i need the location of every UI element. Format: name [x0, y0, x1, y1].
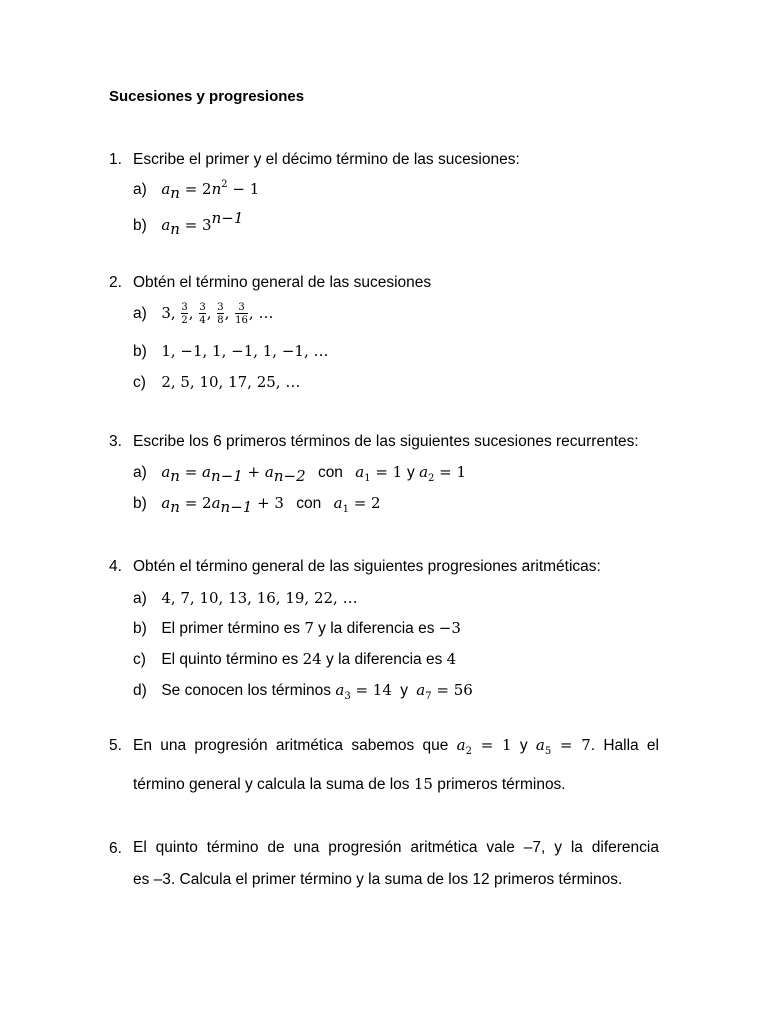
exercise-1-statement: 1. Escribe el primer y el décimo término de las sucesiones: — [109, 151, 520, 168]
document-title: Sucesiones y progresiones — [109, 88, 305, 105]
exercise-6-number: 6. — [109, 840, 122, 857]
exercise-4-item-a: a) 4, 7, 10, 13, 16, 19, 22, … — [133, 589, 358, 607]
exercise-3-item-b: b) $a_n = 2a_{n-1} + 3$ con $a_1 = 2$ — [133, 494, 381, 516]
exercise-6-statement: El quinto término de una progresión aritmética vale –7, y la diferencia es –3. Calcula el primer término y la suma de los 12 primeros términos. — [133, 839, 659, 888]
exercise-4-statement: 4. Obtén el término general de las siguientes progresiones aritméticas: — [109, 558, 601, 575]
exercise-1-item-b: b) $a_n = 3^{n-1}$ — [133, 209, 244, 238]
exercise-1-item-a: a) $a_n = 2n^2 - 1$ — [133, 179, 260, 202]
exercise-4-item-d: d) Se conocen los términos $a_3 = 14$ y $a_7 = 56$ — [133, 681, 473, 702]
exercise-2-item-b: b) 1, −1, 1, −1, 1, −1, … — [133, 342, 329, 360]
exercise-4-item-b: b) El primer término es 7 y la diferencia es −3 — [133, 619, 461, 637]
exercise-4-item-c: c) El quinto término es 24 y la diferencia es 4 — [133, 650, 457, 668]
exercise-3-item-a: a) $a_n = a_{n-1} + a_{n-2}$ con $a_1 = 1$ y $a_2 = 1$ — [133, 463, 467, 485]
exercise-5-number: 5. — [109, 737, 122, 754]
exercise-2-item-c: c) 2, 5, 10, 17, 25, … — [133, 373, 301, 391]
exercise-3-statement: 3. Escribe los 6 primeros términos de las siguientes sucesiones recurrentes: — [109, 433, 639, 450]
exercise-2-statement: 2. Obtén el término general de las sucesiones — [109, 274, 432, 291]
exercise-5-statement: En una progresión aritmética sabemos que $a_2 = 1$ y $a_5 = 7$. Halla el término general y calcula la suma de los 15 primeros términos. — [133, 736, 659, 793]
exercise-2-item-a: a) 3, $\frac{3}{2}$ , $\frac{3}{4}$ , $\frac{3}{8}$ , $\frac{3}{16}$ , … — [133, 302, 274, 326]
